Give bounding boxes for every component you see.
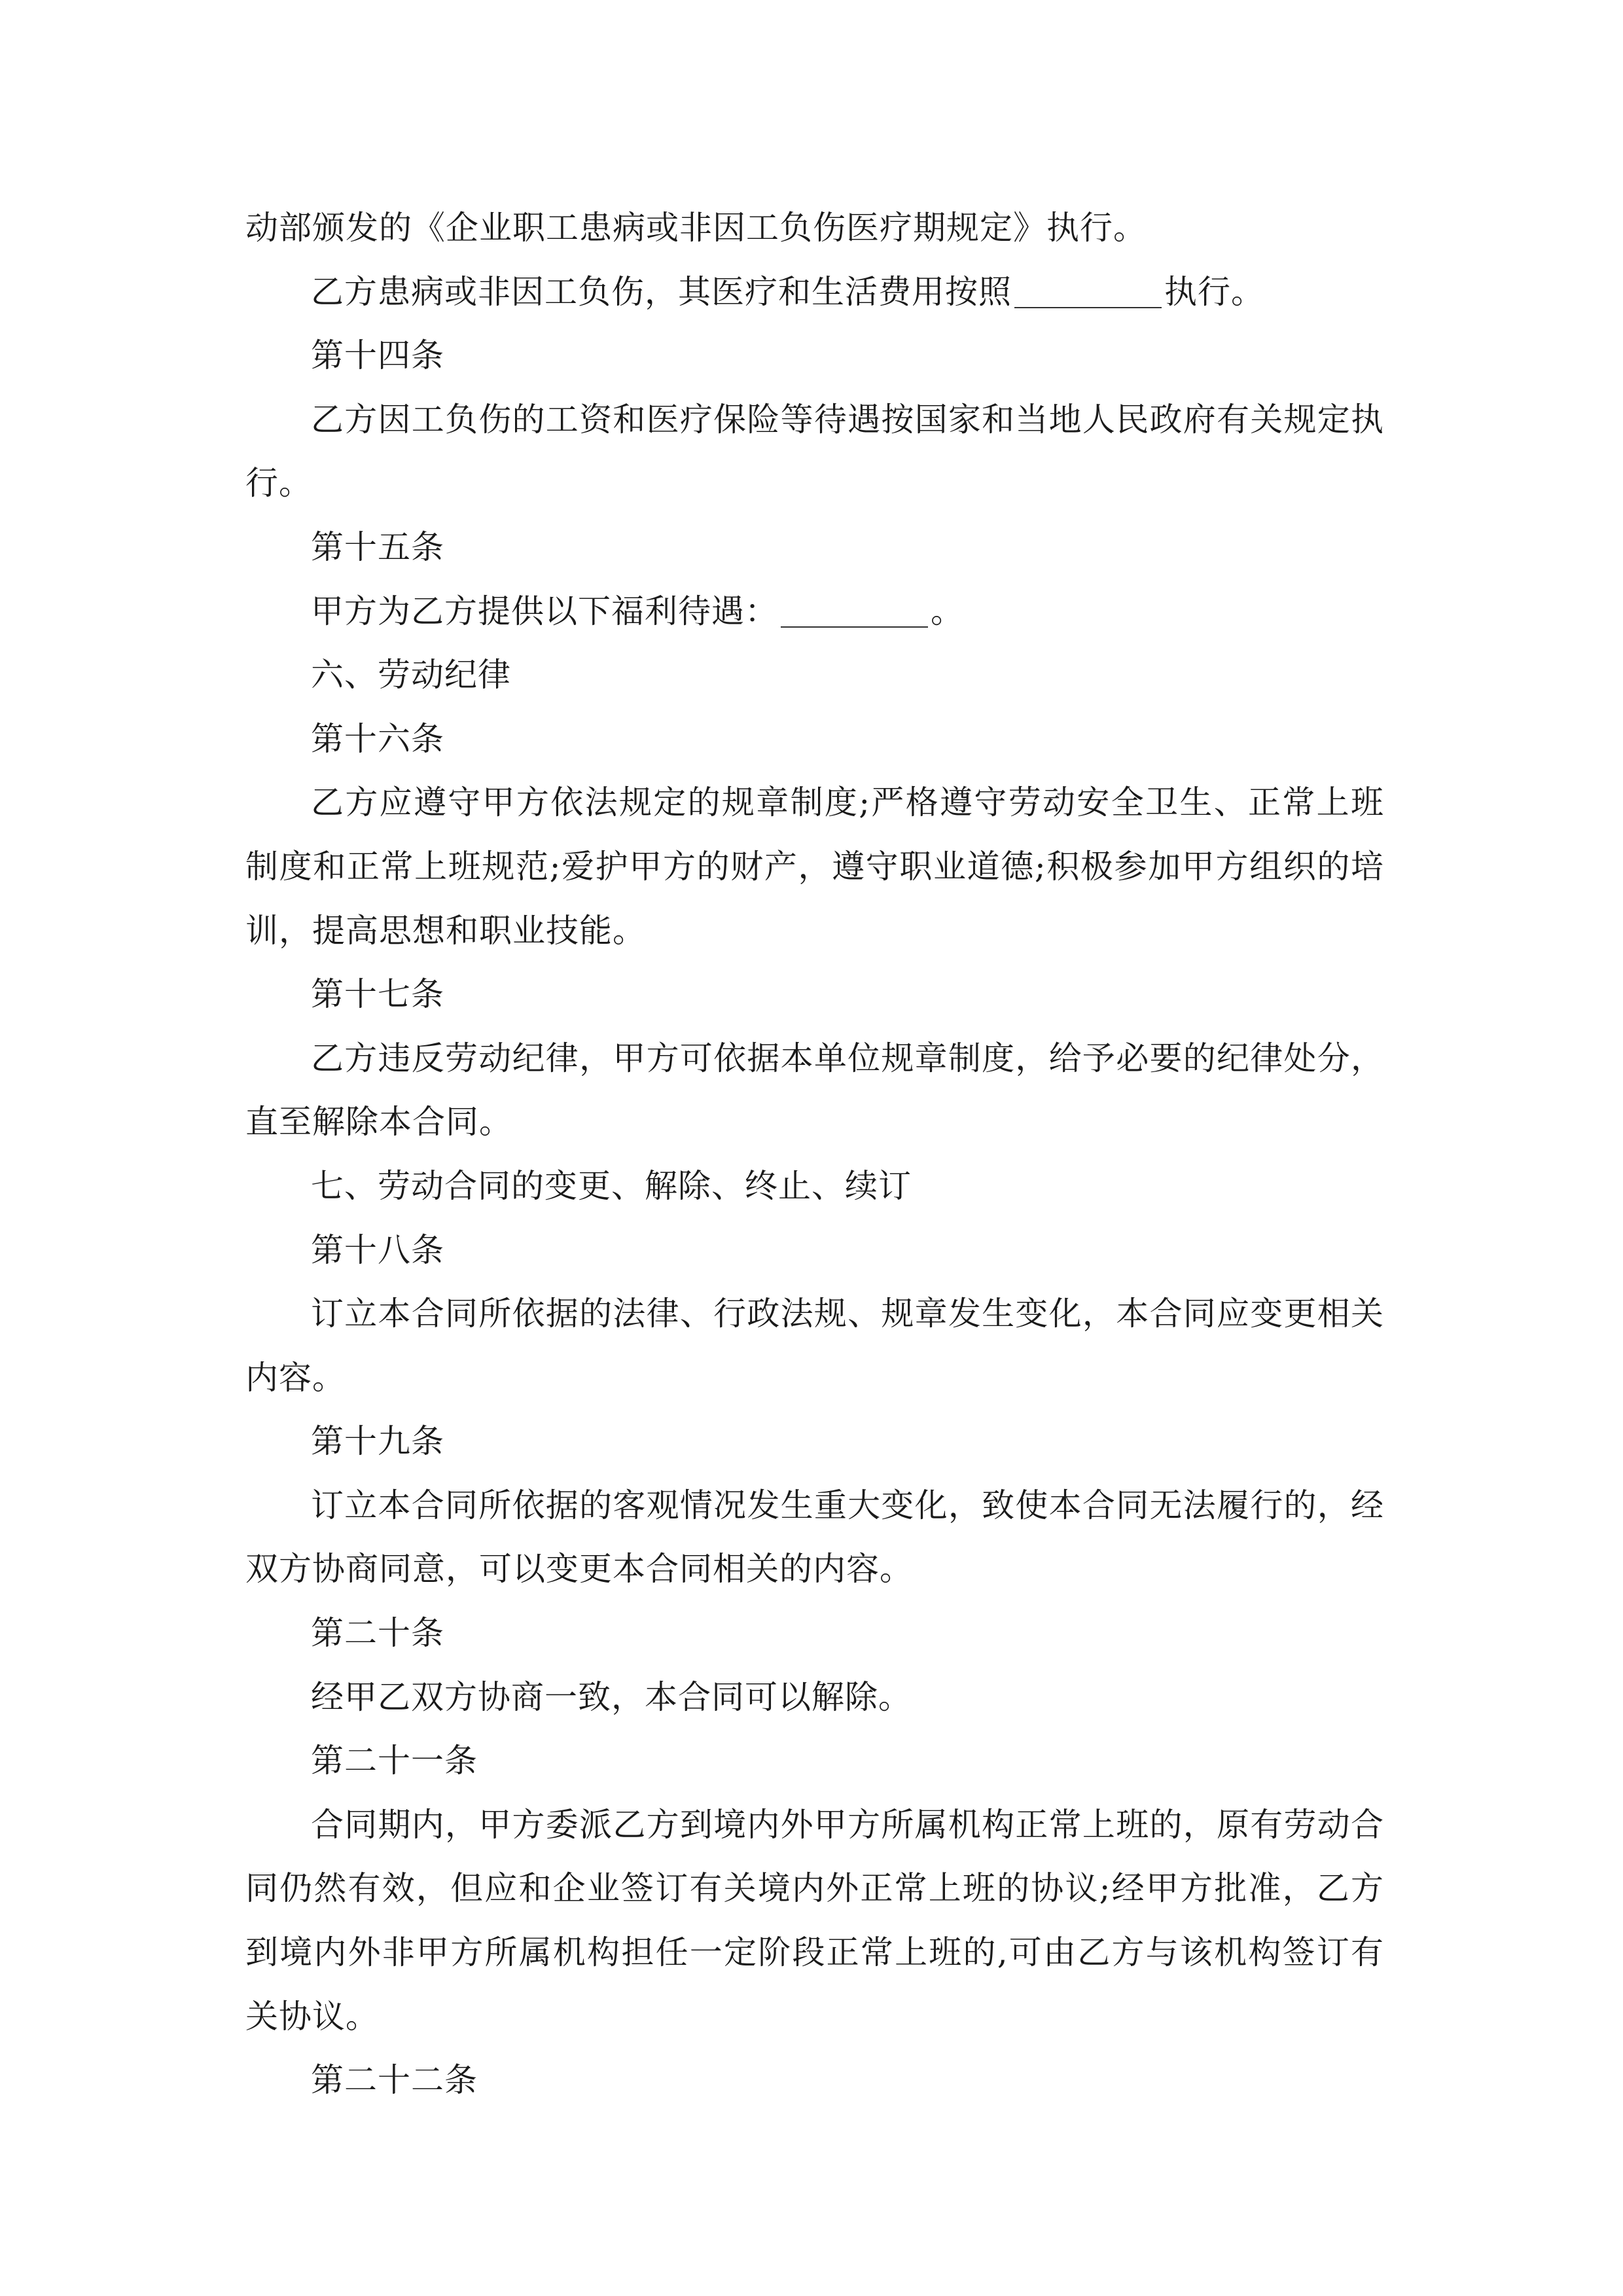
paragraph-text: 甲方为乙方提供以下福利待遇： [311, 592, 778, 630]
article-heading-20: 第二十条 [311, 1614, 444, 1653]
article-heading-21: 第二十一条 [311, 1742, 478, 1780]
fill-in-blank[interactable] [781, 594, 928, 628]
section-heading-labor-discipline: 六、劳动纪律 [311, 656, 511, 694]
paragraph-circumstance-changes: 订立本合同所依据的客观情况发生重大变化，致使本合同无法履行的，经双方协商同意，可以变更本合同相关的内容。 [245, 1486, 1384, 1588]
article-heading-14: 第十四条 [311, 336, 444, 375]
article-heading-17: 第十七条 [311, 975, 444, 1014]
article-heading-15: 第十五条 [311, 528, 444, 566]
paragraph-welfare [245, 580, 1384, 644]
paragraph-continuation: 动部颁发的《企业职工患病或非因工负伤医疗期规定》执行。 [245, 209, 1147, 247]
paragraph-law-changes: 订立本合同所依据的法律、行政法规、规章发生变化，本合同应变更相关内容。 [245, 1295, 1384, 1397]
paragraph-text: 。 [931, 592, 964, 630]
paragraph-assignment: 合同期内，甲方委派乙方到境内外甲方所属机构正常上班的，原有劳动合同仍然有效，但应和企业签订有关境内外正常上班的协议;经甲方批准，乙方到境内外非甲方所属机构担任一定阶段正常上班的,可由乙方与该机构签订有关协议。 [245, 1805, 1384, 2036]
paragraph-text: 执行。 [1164, 272, 1264, 311]
section-heading-contract-changes: 七、劳动合同的变更、解除、终止、续订 [311, 1166, 912, 1205]
article-heading-22: 第二十二条 [311, 2061, 478, 2100]
paragraph-rules-compliance: 乙方应遵守甲方依法规定的规章制度;严格遵守劳动安全卫生、正常上班制度和正常上班规范;爱护甲方的财产，遵守职业道德;积极参加甲方组织的培训，提高思想和职业技能。 [245, 783, 1384, 950]
fill-in-blank[interactable] [1014, 274, 1162, 308]
article-heading-16: 第十六条 [311, 719, 444, 758]
paragraph-medical-expenses [245, 260, 1384, 325]
article-heading-18: 第十八条 [311, 1230, 444, 1269]
paragraph-text: 乙方患病或非因工负伤，其医疗和生活费用按照 [311, 272, 1012, 311]
document-body [245, 196, 1384, 2113]
paragraph-injury-benefits: 乙方因工负伤的工资和医疗保险等待遇按国家和当地人民政府有关规定执行。 [245, 400, 1384, 503]
paragraph-discipline-violation: 乙方违反劳动纪律，甲方可依据本单位规章制度，给予必要的纪律处分，直至解除本合同。 [245, 1039, 1384, 1141]
article-heading-19: 第十九条 [311, 1422, 444, 1461]
paragraph-mutual-termination: 经甲乙双方协商一致，本合同可以解除。 [311, 1677, 912, 1716]
